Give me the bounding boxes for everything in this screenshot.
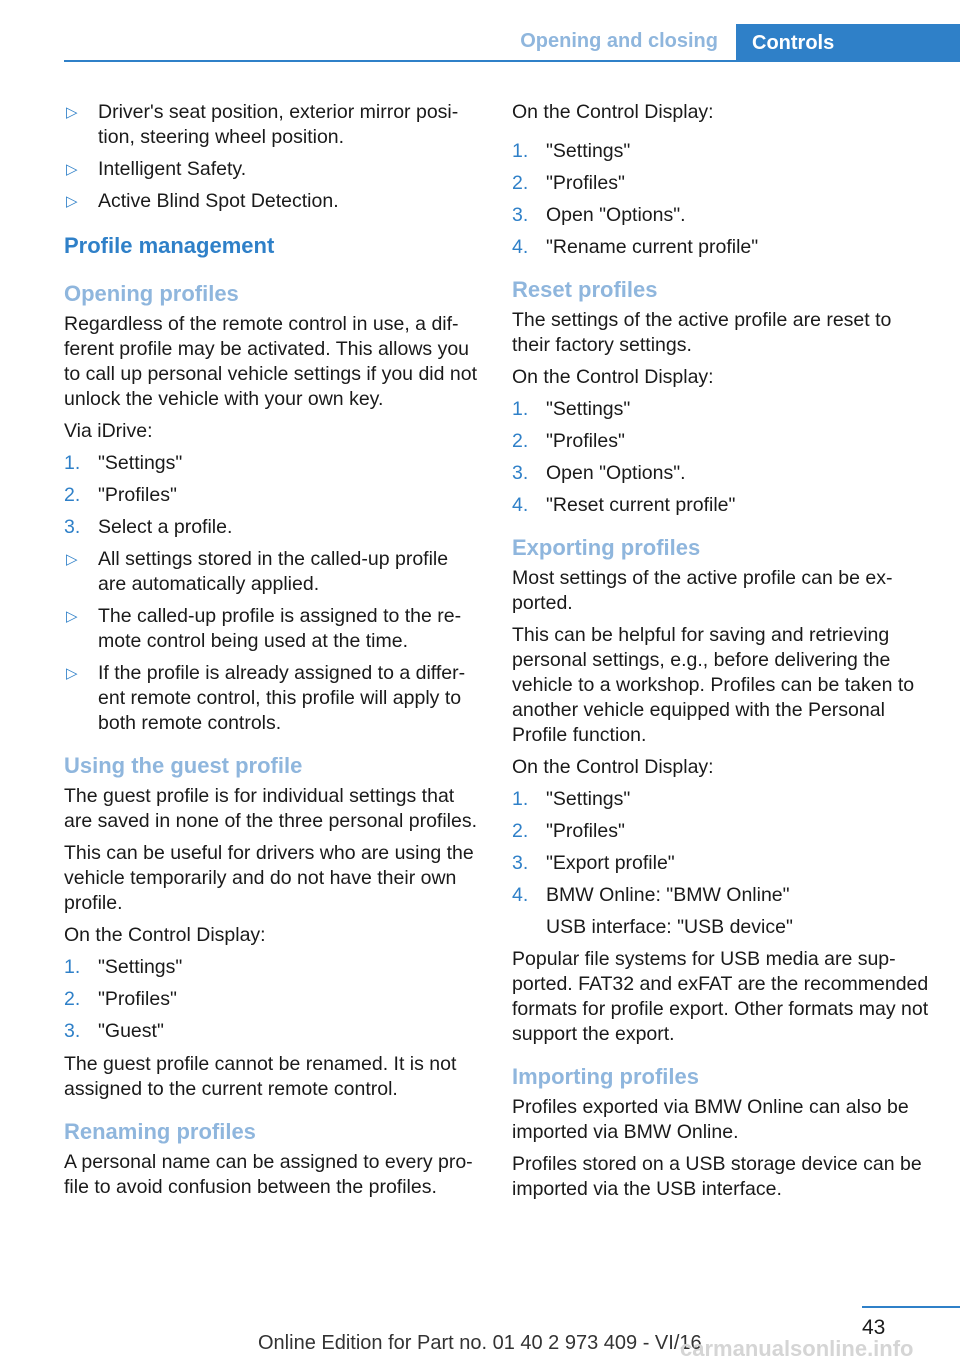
reset-steps-list <box>512 397 932 518</box>
list-item: ▷ Intelligent Safety. <box>66 158 247 180</box>
triangle-bullet-icon: ▷ <box>66 104 78 121</box>
paragraph: This can be helpful for saving and retrieving personal settings, e.g., before delivering the vehicle to a workshop. Profiles can be taken to another vehicle equipped with the Personal Profile function. <box>512 624 915 746</box>
paragraph: Profiles stored on a USB storage device can be imported via the USB interface. <box>512 1153 922 1200</box>
rename-steps-list <box>512 139 932 260</box>
paragraph: On the Control Display: <box>512 101 714 123</box>
export-step4-sub: USB interface: "USB device" <box>546 916 793 938</box>
triangle-bullet-icon: ▷ <box>66 193 78 210</box>
step-number: 1. <box>64 956 81 978</box>
list-item: ▷ The called-up profile is assigned to the remote control being used at the time. <box>66 605 462 652</box>
list-item: 1. "Settings" <box>64 452 183 474</box>
paragraph: On the Control Display: <box>64 924 266 946</box>
intro-bullet-list <box>64 100 480 214</box>
triangle-bullet-icon: ▷ <box>66 608 78 625</box>
step-number: 2. <box>512 820 529 842</box>
step-number: 1. <box>64 452 81 474</box>
header-chapter-tab: Controls <box>736 24 960 62</box>
heading-profile-management: Profile management <box>64 233 275 258</box>
heading-reset-profiles: Reset profiles <box>512 277 658 302</box>
list-item: ▷ All settings stored in the called-up profile are automatically applied. <box>66 548 449 595</box>
step-number: 3. <box>64 516 81 538</box>
list-item: 4. "Rename current profile" <box>512 236 759 258</box>
step-number: 2. <box>64 484 81 506</box>
heading-exporting-profiles: Exporting profiles <box>512 535 701 560</box>
list-item: ▷ If the profile is already assigned to a different remote control, this profile will apply to both remote controls. <box>66 662 466 734</box>
paragraph: This can be useful for drivers who are using the vehicle temporarily and do not have their own profile. <box>64 842 474 914</box>
paragraph: The guest profile is for individual settings that are saved in none of the three personal profiles. <box>64 785 478 832</box>
list-item: 3. "Export profile" <box>512 852 675 874</box>
list-item: 3. Open "Options". <box>512 204 686 226</box>
step-number: 1. <box>512 398 529 420</box>
step-number: 3. <box>512 852 529 874</box>
paragraph: Most settings of the active profile can be exported. <box>512 567 893 614</box>
opening-steps-list <box>64 451 480 736</box>
paragraph: Regardless of the remote control in use, a different profile may be activated. This allows you to call up personal vehicle settings if you did not unlock the vehicle with your own key. <box>64 313 477 410</box>
list-item: 2. "Profiles" <box>512 430 625 452</box>
list-item: 2. "Profiles" <box>512 820 625 842</box>
page-number: 43 <box>862 1316 886 1339</box>
list-item: 4. "Reset current profile" <box>512 494 736 516</box>
heading-importing-profiles: Importing profiles <box>512 1064 699 1089</box>
step-number: 2. <box>64 988 81 1010</box>
list-item: 1. "Settings" <box>64 956 183 978</box>
paragraph: On the Control Display: <box>512 366 714 388</box>
header-rule <box>64 60 960 62</box>
step-number: 3. <box>512 204 529 226</box>
heading-opening-profiles: Opening profiles <box>64 281 239 306</box>
list-item: 1. "Settings" <box>512 788 631 810</box>
step-number: 3. <box>64 1020 81 1042</box>
guest-steps-list <box>64 955 480 1044</box>
left-column <box>64 100 480 1207</box>
edition-footer: Online Edition for Part no. 01 40 2 973 409 - VI/16 <box>258 1332 702 1354</box>
paragraph: Profiles exported via BMW Online can also be imported via BMW Online. <box>512 1096 909 1143</box>
list-item: 1. "Settings" <box>512 140 631 162</box>
step-number: 4. <box>512 236 529 258</box>
step-number: 4. <box>512 494 529 516</box>
list-item: 2. "Profiles" <box>64 484 177 506</box>
page-header <box>0 24 960 62</box>
list-item: 3. "Guest" <box>64 1020 164 1042</box>
list-item: ▷ Active Blind Spot Detection. <box>66 190 339 212</box>
watermark: carmanualsonline.info <box>680 1336 914 1361</box>
export-steps-list <box>512 787 932 908</box>
paragraph: Via iDrive: <box>64 420 153 442</box>
right-column <box>512 100 932 1209</box>
footer-rule <box>862 1306 960 1308</box>
list-item: 3. Select a profile. <box>64 516 233 538</box>
heading-guest-profile: Using the guest profile <box>64 753 303 778</box>
triangle-bullet-icon: ▷ <box>66 161 78 178</box>
step-number: 2. <box>512 430 529 452</box>
list-item: 4. BMW Online: "BMW Online" <box>512 884 790 906</box>
paragraph: The guest profile cannot be renamed. It is not assigned to the current remote control. <box>64 1053 457 1100</box>
triangle-bullet-icon: ▷ <box>66 551 78 568</box>
step-number: 3. <box>512 462 529 484</box>
step-number: 1. <box>512 788 529 810</box>
step-number: 2. <box>512 172 529 194</box>
triangle-bullet-icon: ▷ <box>66 665 78 682</box>
paragraph: On the Control Display: <box>512 756 714 778</box>
paragraph: A personal name can be assigned to every profile to avoid confusion between the profiles. <box>64 1151 473 1198</box>
heading-renaming-profiles: Renaming profiles <box>64 1119 256 1144</box>
paragraph: The settings of the active profile are reset to their factory settings. <box>512 309 892 356</box>
step-number: 4. <box>512 884 529 906</box>
paragraph: Popular file systems for USB media are supported. FAT32 and exFAT are the recommended formats for profile export. Other formats may not support the export. <box>512 948 929 1045</box>
list-item: 2. "Profiles" <box>512 172 625 194</box>
list-item: 2. "Profiles" <box>64 988 177 1010</box>
list-item: 3. Open "Options". <box>512 462 686 484</box>
step-number: 1. <box>512 140 529 162</box>
list-item: 1. "Settings" <box>512 398 631 420</box>
list-item: ▷ Driver's seat position, exterior mirror position, steering wheel position. <box>66 101 459 148</box>
header-section-title: Opening and closing <box>520 30 718 52</box>
